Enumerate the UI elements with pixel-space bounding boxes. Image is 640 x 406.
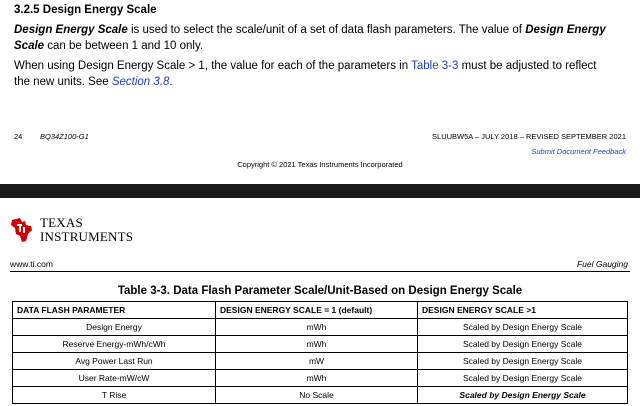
table-cell: Scaled by Design Energy Scale <box>418 353 628 370</box>
submit-feedback-link[interactable]: Submit Document Feedback <box>531 147 626 156</box>
section-reference-link[interactable]: Section 3.8 <box>111 76 170 88</box>
table-row <box>13 353 628 370</box>
table-cell: Reserve Energy-mWh/cWh <box>13 336 216 353</box>
previous-page <box>0 0 640 184</box>
table-cell: Scaled by Design Energy Scale <box>418 319 628 336</box>
table-cell: Avg Power Last Run <box>13 353 216 370</box>
current-page <box>0 198 640 406</box>
logo-text-texas: TEXAS <box>40 215 83 230</box>
revision-info: SLUUBW5A – JULY 2018 – REVISED SEPTEMBER 2021 <box>432 132 626 141</box>
table-cell: User Rate-mW/cW <box>13 370 216 387</box>
document-id: BQ34Z100-G1 <box>40 132 89 141</box>
table-cell: Scaled by Design Energy Scale <box>418 336 628 353</box>
table-title: Table 3-3. Data Flash Parameter Scale/Unit-Based on Design Energy Scale <box>117 285 523 297</box>
table-cell: Design Energy <box>13 319 216 336</box>
column-header: DESIGN ENERGY SCALE = 1 (default) <box>216 302 418 319</box>
header-divider <box>10 271 630 272</box>
column-header: DATA FLASH PARAMETER <box>13 302 216 319</box>
table-row <box>13 319 628 336</box>
paragraph-text: can be between 1 and 10 only. <box>44 40 204 52</box>
term-design-energy-scale: Design Energy Scale <box>14 24 128 36</box>
table-cell: Scaled by Design Energy Scale <box>418 370 628 387</box>
section-heading: 3.2.5 Design Energy Scale <box>14 4 157 16</box>
ti-state-logo-icon <box>10 216 34 244</box>
paragraph-design-energy-scale <box>14 22 614 54</box>
paragraph-units <box>14 58 614 90</box>
column-header: DESIGN ENERGY SCALE >1 <box>418 302 628 319</box>
table-reference-link[interactable]: Table 3-3 <box>411 60 459 72</box>
website-link[interactable]: www.ti.com <box>10 259 53 269</box>
table-cell: mWh <box>216 336 418 353</box>
ti-logo <box>10 214 140 248</box>
paragraph-text: must be adjusted to reflect the new units. See <box>14 60 597 88</box>
document-topic: Fuel Gauging <box>576 259 628 269</box>
paragraph-text: . <box>169 76 173 88</box>
table-cell: mW <box>216 353 418 370</box>
term-design-energy-scale: Design Energy Scale <box>14 24 606 52</box>
table-row <box>13 370 628 387</box>
table-cell: Scaled by Design Energy Scale <box>418 387 628 404</box>
table-cell: T Rise <box>13 387 216 404</box>
table-header-row <box>13 302 628 319</box>
table-cell: mWh <box>216 319 418 336</box>
table-cell: mWh <box>216 370 418 387</box>
page-footer <box>14 132 626 146</box>
parameter-table <box>12 301 628 404</box>
logo-text-instruments: INSTRUMENTS <box>40 229 134 244</box>
paragraph-text: is used to select the scale/unit of a set of data flash parameters. The value of <box>127 24 526 36</box>
page-break-divider <box>0 184 640 198</box>
table-cell: No Scale <box>216 387 418 404</box>
copyright: Copyright © 2021 Texas Instruments Incorporated <box>237 160 403 169</box>
table-row <box>13 336 628 353</box>
table-row <box>13 387 628 404</box>
page-number: 24 <box>14 132 23 141</box>
paragraph-text: When using Design Energy Scale > 1, the value for each of the parameters in <box>14 60 412 72</box>
